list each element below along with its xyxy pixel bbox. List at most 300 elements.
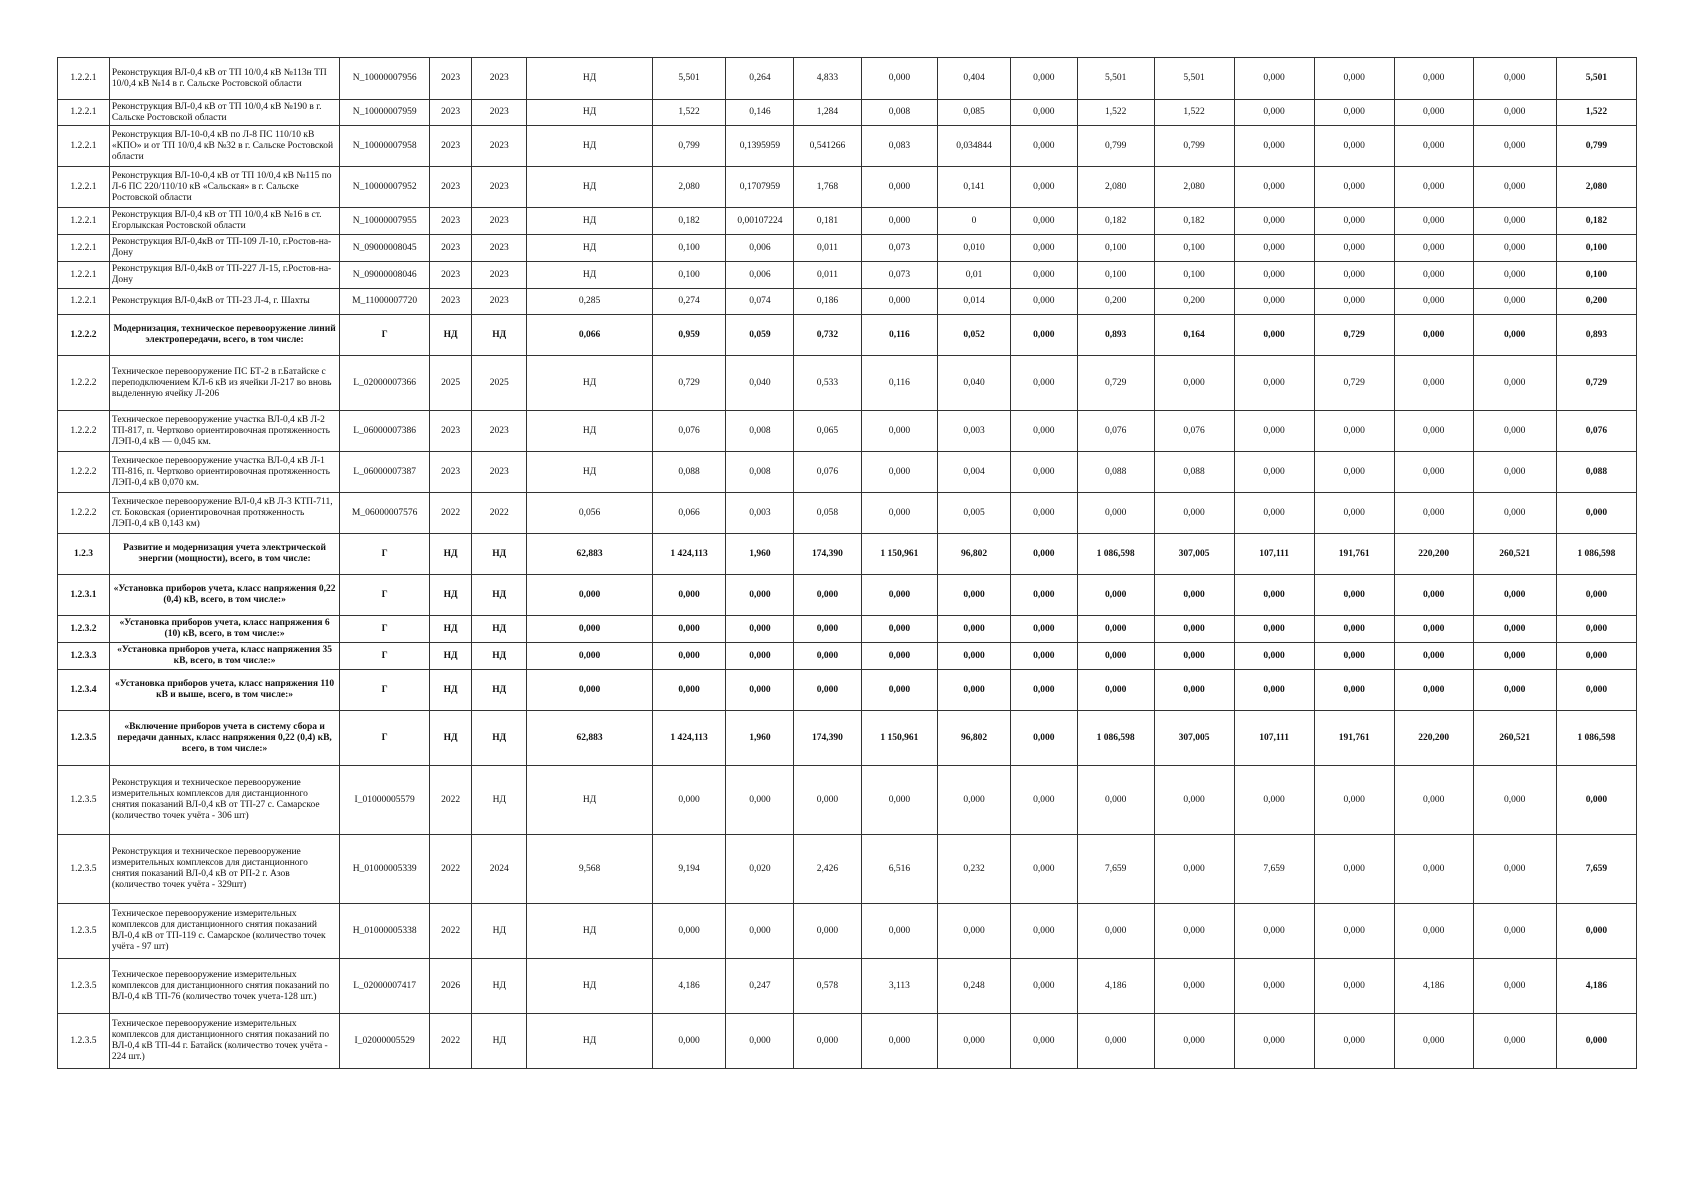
table-cell: 2023 [430, 126, 472, 167]
table-cell: 0,000 [861, 208, 938, 235]
table-cell: 0,000 [794, 616, 861, 643]
table-cell: 0,100 [652, 262, 726, 289]
table-cell: 0,000 [1394, 208, 1473, 235]
table-cell: 0,732 [794, 315, 861, 356]
table-cell: 0,000 [1556, 616, 1636, 643]
table-cell: 0,006 [726, 262, 794, 289]
table-cell: 0,000 [726, 1014, 794, 1069]
table-row [58, 58, 1637, 100]
table-cell: 2022 [430, 493, 472, 534]
table-cell: 0,088 [1556, 452, 1636, 493]
table-cell: 6,516 [861, 835, 938, 904]
table-cell: 0,010 [938, 235, 1010, 262]
table-cell: 0,000 [1010, 711, 1077, 766]
table-cell: 0,085 [938, 100, 1010, 126]
table-cell: 96,802 [938, 534, 1010, 575]
table-cell: 0,000 [1556, 1014, 1636, 1069]
table-cell: 1.2.3.5 [58, 766, 110, 835]
table-cell: 5,501 [1556, 58, 1636, 100]
table-cell: 0,005 [938, 493, 1010, 534]
table-cell: НД [527, 126, 652, 167]
table-cell: 0,000 [1010, 904, 1077, 959]
table-cell: 1.2.2.1 [58, 208, 110, 235]
table-cell: I_01000005579 [340, 766, 430, 835]
table-cell: 0,959 [652, 315, 726, 356]
table-cell: 0,893 [1556, 315, 1636, 356]
table-cell: 0,000 [1394, 235, 1473, 262]
table-cell: 1.2.2.1 [58, 58, 110, 100]
table-cell: 0,000 [527, 616, 652, 643]
table-cell: 0,000 [1077, 766, 1154, 835]
table-cell: 0,000 [1394, 411, 1473, 452]
table-cell: 1,960 [726, 534, 794, 575]
table-cell: 2023 [430, 452, 472, 493]
table-cell: N_09000008045 [340, 235, 430, 262]
table-cell: «Установка приборов учета, класс напряжения 110 кВ и выше, всего, в том числе:» [109, 670, 339, 711]
table-cell: 0,000 [1314, 100, 1394, 126]
table-cell: 1.2.2.1 [58, 262, 110, 289]
table-cell: 1 424,113 [652, 711, 726, 766]
table-cell: 0,729 [1314, 356, 1394, 411]
table-cell: 0,000 [1010, 167, 1077, 208]
table-cell: НД [527, 208, 652, 235]
table-cell: 2024 [472, 835, 527, 904]
table-cell: 0,000 [1234, 289, 1314, 315]
table-cell: 1 150,961 [861, 534, 938, 575]
table-cell: L_02000007366 [340, 356, 430, 411]
table-cell: N_10000007952 [340, 167, 430, 208]
table-cell: 0,000 [1394, 493, 1473, 534]
table-cell: 0,186 [794, 289, 861, 315]
table-cell: 0,000 [1314, 411, 1394, 452]
table-cell: 107,111 [1234, 534, 1314, 575]
table-cell: 0,000 [1010, 58, 1077, 100]
table-cell: 0,000 [1314, 58, 1394, 100]
table-cell: 1.2.2.1 [58, 289, 110, 315]
table-cell: 0,000 [1394, 766, 1473, 835]
table-cell: 0,000 [1314, 262, 1394, 289]
table-cell: НД [472, 534, 527, 575]
table-cell: 2,080 [1154, 167, 1234, 208]
table-cell: 1,284 [794, 100, 861, 126]
table-cell: 0,000 [794, 1014, 861, 1069]
table-cell: 0,000 [1154, 643, 1234, 670]
table-cell: 4,186 [1556, 959, 1636, 1014]
table-cell: 0,000 [861, 904, 938, 959]
table-cell: 2023 [430, 235, 472, 262]
table-cell: 0,000 [1314, 904, 1394, 959]
table-body [58, 58, 1637, 1069]
table-cell: 2023 [430, 58, 472, 100]
table-cell: 0,000 [726, 643, 794, 670]
table-cell: Техническое перевооружение ПС БТ-2 в г.Батайске с переподключением КЛ-6 кВ из ячейки Л-217 во вновь выделенную ячейку Л-206 [109, 356, 339, 411]
table-cell: 0,000 [861, 766, 938, 835]
table-cell: 2025 [472, 356, 527, 411]
table-cell: 96,802 [938, 711, 1010, 766]
table-cell: 0,000 [861, 289, 938, 315]
table-cell: 0,000 [1314, 959, 1394, 1014]
table-cell: 0,000 [652, 670, 726, 711]
table-cell: 0,000 [1473, 643, 1556, 670]
table-cell: 2023 [472, 262, 527, 289]
table-cell: 1,768 [794, 167, 861, 208]
table-cell: Реконструкция ВЛ-0,4кВ от ТП-109 Л-10, г.Ростов-на-Дону [109, 235, 339, 262]
table-cell: H_01000005339 [340, 835, 430, 904]
table-cell: 0,000 [1010, 835, 1077, 904]
table-cell: 0,533 [794, 356, 861, 411]
table-cell: 260,521 [1473, 711, 1556, 766]
table-cell: НД [430, 711, 472, 766]
table-cell: 2,080 [1556, 167, 1636, 208]
table-cell: НД [527, 904, 652, 959]
table-cell: M_11000007720 [340, 289, 430, 315]
table-cell: Г [340, 643, 430, 670]
table-cell: 0,404 [938, 58, 1010, 100]
table-cell: 0,141 [938, 167, 1010, 208]
table-cell: M_06000007576 [340, 493, 430, 534]
data-table [57, 57, 1637, 1069]
table-cell: 7,659 [1556, 835, 1636, 904]
table-cell: 1.2.3.2 [58, 616, 110, 643]
table-cell: 0,146 [726, 100, 794, 126]
table-cell: 2023 [430, 167, 472, 208]
table-cell: 4,833 [794, 58, 861, 100]
table-cell: 0,000 [1010, 959, 1077, 1014]
table-cell: 0,000 [1394, 616, 1473, 643]
table-row [58, 126, 1637, 167]
table-cell: 0,116 [861, 356, 938, 411]
table-cell: 0,074 [726, 289, 794, 315]
table-cell: 62,883 [527, 711, 652, 766]
table-cell: 0,000 [1394, 452, 1473, 493]
table-cell: 0,000 [1473, 126, 1556, 167]
table-cell: Техническое перевооружение участка ВЛ-0,4 кВ Л-2 ТП-817, п. Чертково ориентировочная протяженность ЛЭП-0,4 кВ — 0,045 км. [109, 411, 339, 452]
table-cell: 0,000 [861, 1014, 938, 1069]
table-cell: 0,000 [1394, 126, 1473, 167]
table-cell: Техническое перевооружение участка ВЛ-0,4 кВ Л-1 ТП-816, п. Чертково ориентировочная протяженность ЛЭП-0,4 кВ 0,070 км. [109, 452, 339, 493]
table-cell: 0,000 [1556, 493, 1636, 534]
table-cell: 4,186 [1394, 959, 1473, 1014]
table-cell: 3,113 [861, 959, 938, 1014]
table-cell: 0,000 [1473, 100, 1556, 126]
table-cell: 0,116 [861, 315, 938, 356]
table-cell: Модернизация, техническое перевооружение линий электропередачи, всего, в том числе: [109, 315, 339, 356]
table-cell: 0,000 [1154, 575, 1234, 616]
table-cell: L_02000007417 [340, 959, 430, 1014]
table-cell: 1.2.2.1 [58, 126, 110, 167]
table-cell: 0,578 [794, 959, 861, 1014]
table-cell: L_06000007387 [340, 452, 430, 493]
table-cell: 0,000 [794, 766, 861, 835]
table-cell: 0,248 [938, 959, 1010, 1014]
table-cell: 2022 [430, 766, 472, 835]
table-cell: НД [527, 235, 652, 262]
table-cell: 0,000 [1010, 452, 1077, 493]
table-cell: 0,1707959 [726, 167, 794, 208]
table-cell: НД [472, 711, 527, 766]
table-cell: Реконструкция и техническое перевооружение измерительных комплексов для дистанционного снятия показаний ВЛ-0,4 кВ от ТП-27 с. Самарское (количество точек учёта - 306 шт) [109, 766, 339, 835]
table-cell: 2023 [430, 411, 472, 452]
table-cell: 2025 [430, 356, 472, 411]
table-cell: НД [472, 1014, 527, 1069]
table-cell: 1 424,113 [652, 534, 726, 575]
table-cell: 0,000 [1314, 1014, 1394, 1069]
table-row [58, 616, 1637, 643]
table-cell: 0,040 [938, 356, 1010, 411]
table-cell: 0,000 [1010, 616, 1077, 643]
table-cell: 2,426 [794, 835, 861, 904]
table-cell: 0,000 [1473, 315, 1556, 356]
table-cell: НД [472, 616, 527, 643]
table-cell: 0,000 [1394, 356, 1473, 411]
table-cell: 0,000 [1077, 1014, 1154, 1069]
table-cell: 0,034844 [938, 126, 1010, 167]
table-cell: 4,186 [1077, 959, 1154, 1014]
table-cell: 1 086,598 [1077, 711, 1154, 766]
table-cell: 0,000 [861, 493, 938, 534]
table-cell: 0,000 [1154, 493, 1234, 534]
table-row [58, 262, 1637, 289]
table-cell: 2023 [472, 235, 527, 262]
table-cell: N_10000007959 [340, 100, 430, 126]
table-cell: 0,264 [726, 58, 794, 100]
table-cell: 0,000 [794, 670, 861, 711]
table-cell: 0,182 [1154, 208, 1234, 235]
table-cell: 2023 [472, 167, 527, 208]
table-cell: Техническое перевооружение измерительных комплексов для дистанционного снятия показаний по ВЛ-0,4 кВ ТП-44 г. Батайск (количество точек учёта - 224 шт.) [109, 1014, 339, 1069]
table-cell: 0,000 [1234, 452, 1314, 493]
table-cell: Реконструкция и техническое перевооружение измерительных комплексов для дистанционного снятия показаний ВЛ-0,4 кВ от РП-2 г. Азов (количество точек учёта - 329шт) [109, 835, 339, 904]
table-cell: 0,000 [861, 575, 938, 616]
table-cell: 220,200 [1394, 534, 1473, 575]
table-cell: 0,000 [1314, 835, 1394, 904]
table-cell: 0,000 [1010, 100, 1077, 126]
table-cell: 0,000 [1314, 766, 1394, 835]
table-cell: Техническое перевооружение измерительных комплексов для дистанционного снятия показаний по ВЛ-0,4 кВ ТП-76 (количество точек учета-128 шт.) [109, 959, 339, 1014]
table-cell: 1 086,598 [1556, 534, 1636, 575]
table-cell: 0,052 [938, 315, 1010, 356]
table-cell: 0,076 [1556, 411, 1636, 452]
table-cell: 5,501 [1154, 58, 1234, 100]
table-cell: 0,000 [1473, 208, 1556, 235]
table-cell: 0,000 [1234, 493, 1314, 534]
table-cell: 0,799 [652, 126, 726, 167]
table-row [58, 1014, 1637, 1069]
table-cell: 0,000 [938, 904, 1010, 959]
table-cell: 0,000 [794, 575, 861, 616]
table-cell: 1.2.3 [58, 534, 110, 575]
table-cell: 0,000 [1314, 235, 1394, 262]
table-cell: 0,076 [652, 411, 726, 452]
table-cell: 0,000 [1010, 670, 1077, 711]
table-cell: 260,521 [1473, 534, 1556, 575]
table-cell: 0,000 [1314, 208, 1394, 235]
table-cell: 0,541266 [794, 126, 861, 167]
table-cell: 0,000 [938, 616, 1010, 643]
table-cell: 1.2.2.2 [58, 452, 110, 493]
table-cell: 0,003 [938, 411, 1010, 452]
table-cell: НД [472, 315, 527, 356]
table-cell: 0,000 [1314, 616, 1394, 643]
table-cell: 0,000 [1234, 167, 1314, 208]
table-cell: 0,000 [726, 616, 794, 643]
table-cell: 0,000 [1010, 575, 1077, 616]
table-cell: 0,000 [1010, 643, 1077, 670]
table-cell: 0,000 [1473, 452, 1556, 493]
table-cell: 0,000 [1010, 766, 1077, 835]
table-cell: НД [472, 643, 527, 670]
table-cell: 0,1395959 [726, 126, 794, 167]
table-cell: 5,501 [652, 58, 726, 100]
table-cell: Г [340, 670, 430, 711]
table-cell: 0,000 [1394, 167, 1473, 208]
table-cell: НД [430, 315, 472, 356]
table-cell: 0,000 [1077, 493, 1154, 534]
table-cell: Реконструкция ВЛ-0,4кВ от ТП-227 Л-15, г.Ростов-на-Дону [109, 262, 339, 289]
table-cell: 0,000 [1314, 493, 1394, 534]
table-cell: 0,000 [1010, 235, 1077, 262]
table-row [58, 100, 1637, 126]
table-cell: 0,000 [861, 452, 938, 493]
table-cell: 0,000 [794, 904, 861, 959]
table-cell: 0,000 [726, 766, 794, 835]
table-cell: 0,003 [726, 493, 794, 534]
table-cell: 1 086,598 [1077, 534, 1154, 575]
table-cell: 0,000 [652, 766, 726, 835]
table-cell: НД [430, 670, 472, 711]
table-cell: 0,182 [1077, 208, 1154, 235]
table-cell: 0,000 [1394, 1014, 1473, 1069]
table-cell: 0,000 [1314, 126, 1394, 167]
table-cell: 174,390 [794, 711, 861, 766]
table-cell: 0,066 [652, 493, 726, 534]
table-cell: 0,729 [1077, 356, 1154, 411]
table-cell: 0,000 [527, 575, 652, 616]
table-cell: 0,181 [794, 208, 861, 235]
table-cell: «Включение приборов учета в систему сбора и передачи данных, класс напряжения 0,22 (0,4) кВ, всего, в том числе:» [109, 711, 339, 766]
table-cell: 0,000 [1556, 575, 1636, 616]
table-cell: 0,000 [1473, 235, 1556, 262]
table-cell: 1.2.2.2 [58, 411, 110, 452]
table-cell: 0,000 [1234, 959, 1314, 1014]
table-cell: 1,522 [652, 100, 726, 126]
table-cell: «Установка приборов учета, класс напряжения 0,22 (0,4) кВ, всего, в том числе:» [109, 575, 339, 616]
table-cell: 0,000 [1394, 575, 1473, 616]
table-cell: 0,000 [1010, 208, 1077, 235]
table-cell: 1.2.3.1 [58, 575, 110, 616]
table-cell: 0,274 [652, 289, 726, 315]
table-cell: 0,00107224 [726, 208, 794, 235]
table-cell: 0,008 [726, 411, 794, 452]
table-cell: 0,000 [1394, 835, 1473, 904]
table-cell: Реконструкция ВЛ-0,4кВ от ТП-23 Л-4, г. Шахты [109, 289, 339, 315]
table-cell: 0,000 [1234, 766, 1314, 835]
table-cell: 0,000 [1394, 289, 1473, 315]
table-cell: 0,000 [1394, 100, 1473, 126]
table-cell: 0,729 [1556, 356, 1636, 411]
table-cell: 0,000 [1077, 575, 1154, 616]
table-cell: НД [430, 643, 472, 670]
table-cell: 2023 [430, 100, 472, 126]
table-cell: 0,083 [861, 126, 938, 167]
table-cell: 9,568 [527, 835, 652, 904]
table-cell: 2022 [472, 493, 527, 534]
table-cell: НД [430, 616, 472, 643]
table-cell: Реконструкция ВЛ-0,4 кВ от ТП 10/0,4 кВ №113н ТП 10/0,4 кВ №14 в г. Сальске Ростовской области [109, 58, 339, 100]
table-cell: 1.2.2.2 [58, 315, 110, 356]
table-row [58, 208, 1637, 235]
table-cell: 0,000 [1077, 670, 1154, 711]
table-cell: 0,100 [1077, 235, 1154, 262]
table-cell: 0,000 [1314, 289, 1394, 315]
table-cell: 2023 [472, 208, 527, 235]
investment-program-table-sheet [57, 57, 1637, 1069]
table-cell: НД [472, 904, 527, 959]
table-row [58, 835, 1637, 904]
table-cell: Г [340, 711, 430, 766]
table-cell: 2022 [430, 904, 472, 959]
table-row [58, 534, 1637, 575]
table-cell: 0,000 [652, 904, 726, 959]
table-cell: N_09000008046 [340, 262, 430, 289]
table-cell: 0,729 [1314, 315, 1394, 356]
table-cell: НД [430, 575, 472, 616]
table-cell: 191,761 [1314, 711, 1394, 766]
table-cell: I_02000005529 [340, 1014, 430, 1069]
table-cell: 0,000 [1234, 356, 1314, 411]
table-cell: 0,000 [1010, 534, 1077, 575]
table-cell: 107,111 [1234, 711, 1314, 766]
table-cell: 0,000 [1010, 289, 1077, 315]
table-cell: 0,000 [1556, 766, 1636, 835]
table-cell: 0,000 [1234, 904, 1314, 959]
table-row [58, 315, 1637, 356]
table-cell: 0,100 [1556, 235, 1636, 262]
table-cell: 0,100 [652, 235, 726, 262]
table-cell: 0,000 [652, 616, 726, 643]
table-cell: 0,799 [1077, 126, 1154, 167]
table-cell: 0,000 [1154, 670, 1234, 711]
table-cell: 0,000 [1394, 643, 1473, 670]
table-cell: 0,000 [1234, 315, 1314, 356]
table-cell: 0,232 [938, 835, 1010, 904]
table-cell: 0,073 [861, 262, 938, 289]
table-cell: 0,040 [726, 356, 794, 411]
table-cell: 0,000 [1077, 616, 1154, 643]
table-cell: 0,076 [1077, 411, 1154, 452]
table-cell: 0,088 [1077, 452, 1154, 493]
table-cell: 1.2.2.1 [58, 235, 110, 262]
table-cell: 0,006 [726, 235, 794, 262]
table-cell: 0,182 [1556, 208, 1636, 235]
table-cell: 1,522 [1556, 100, 1636, 126]
table-cell: 0,000 [1234, 670, 1314, 711]
table-cell: 0,000 [1234, 208, 1314, 235]
table-row [58, 289, 1637, 315]
table-cell: Реконструкция ВЛ-0,4 кВ от ТП 10/0,4 кВ №190 в г. Сальске Ростовской области [109, 100, 339, 126]
table-cell: НД [527, 100, 652, 126]
table-cell: 0,000 [938, 575, 1010, 616]
table-cell: 0,000 [1077, 643, 1154, 670]
table-cell: «Установка приборов учета, класс напряжения 35 кВ, всего, в том числе:» [109, 643, 339, 670]
table-cell: Реконструкция ВЛ-10-0,4 кВ по Л-8 ПС 110/10 кВ «КПО» и от ТП 10/0,4 кВ №32 в г. Сальске Ростовской области [109, 126, 339, 167]
table-cell: 0,893 [1077, 315, 1154, 356]
table-cell: 1,522 [1154, 100, 1234, 126]
table-cell: 0,000 [1154, 959, 1234, 1014]
table-cell: 0,000 [1314, 670, 1394, 711]
table-row [58, 643, 1637, 670]
table-cell: 0,200 [1077, 289, 1154, 315]
